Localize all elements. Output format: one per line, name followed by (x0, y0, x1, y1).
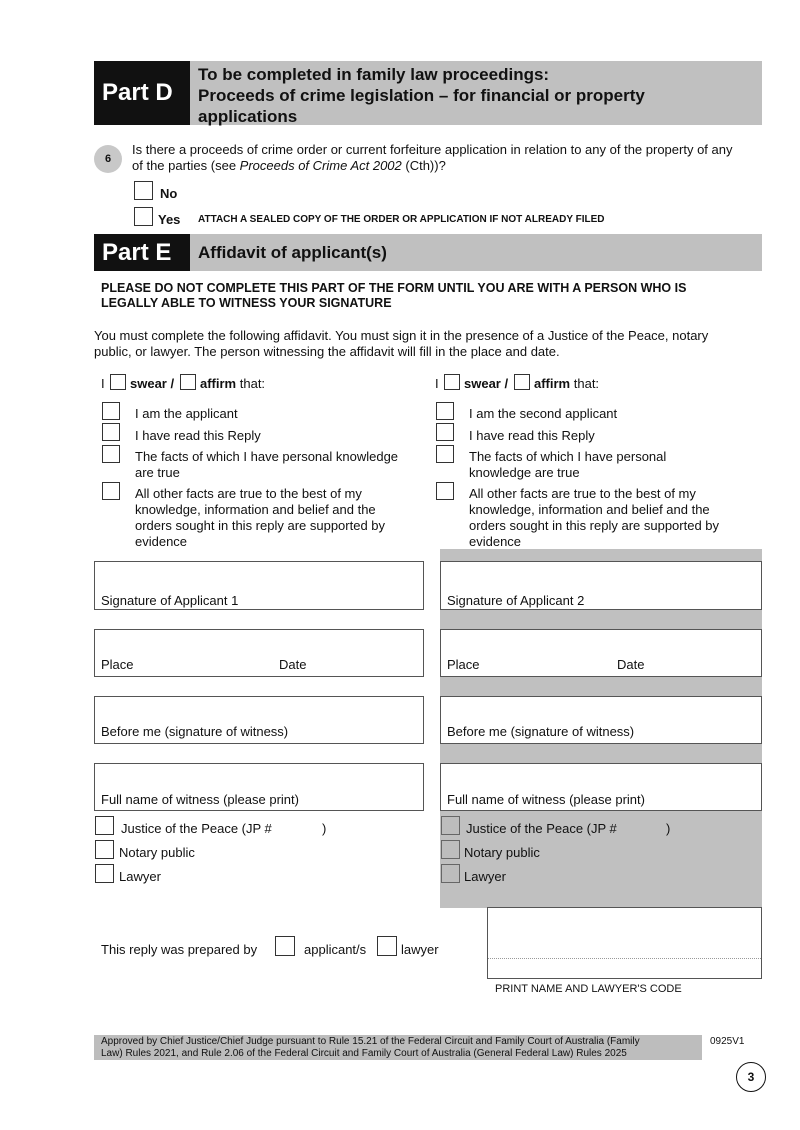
left-facts-line1: The facts of which I have personal knowledge (135, 449, 399, 464)
form-code: 0925V1 (710, 1036, 745, 1047)
prepared-lawyer-label: lawyer (401, 942, 439, 957)
right-notary-checkbox[interactable] (441, 840, 460, 859)
part-e-tag-text: Part E (102, 238, 172, 266)
left-witness-name-field[interactable] (94, 763, 424, 811)
right-jp-label: Justice of the Peace (JP # (466, 821, 617, 836)
part-e-title-bar (190, 234, 762, 271)
right-affirm-line (534, 376, 599, 392)
left-other-line3: orders sought in this reply are supported by (135, 518, 386, 533)
left-witness-signature-field[interactable] (94, 696, 424, 744)
right-statement-other-facts (469, 486, 719, 550)
question-number-badge (94, 145, 122, 173)
left-notary-checkbox[interactable] (95, 840, 114, 859)
act-name: Proceeds of Crime Act 2002 (239, 158, 402, 173)
approval-line2: Law) Rules 2021, and Rule 2.06 of the Federal Circuit and Family Court of Australia (General Federal Law) Rules 2025 (101, 1047, 627, 1059)
right-signature-field[interactable] (440, 561, 762, 610)
right-that-label: that: (573, 376, 600, 391)
part-d-title-line1: To be completed in family law proceedings: (198, 65, 550, 84)
left-place-date-field[interactable] (94, 629, 424, 677)
affidavit-intro (94, 328, 708, 360)
left-signature-label: Signature of Applicant 1 (101, 593, 239, 608)
left-witness-signature-label: Before me (signature of witness) (101, 724, 289, 739)
prepared-applicant-label: applicant/s (304, 942, 367, 957)
part-d-tag-text: Part D (102, 79, 173, 106)
question-line2-pre: of the parties (see (132, 158, 240, 173)
left-other-line4: evidence (135, 534, 188, 549)
right-other-line3: orders sought in this reply are supported by (469, 518, 720, 533)
left-swear-label: swear / (130, 376, 175, 391)
right-facts-line2: knowledge are true (469, 465, 580, 480)
warning-line1: PLEASE DO NOT COMPLETE THIS PART OF THE FORM UNTIL YOU ARE WITH A PERSON WHO IS (101, 281, 687, 295)
prepared-lawyer-checkbox[interactable] (377, 936, 397, 956)
page-number: 3 (747, 1070, 755, 1084)
no-label: No (160, 186, 178, 201)
warning-line2: LEGALLY ABLE TO WITNESS YOUR SIGNATURE (101, 296, 392, 310)
right-facts-checkbox[interactable] (436, 445, 454, 463)
right-other-facts-checkbox[interactable] (436, 482, 454, 500)
part-e-title: Affidavit of applicant(s) (198, 243, 387, 262)
left-affirm-label: affirm (200, 376, 237, 391)
left-other-facts-checkbox[interactable] (102, 482, 120, 500)
right-affirm-label: affirm (534, 376, 571, 391)
right-affirm-checkbox[interactable] (514, 374, 530, 390)
left-place-label: Place (101, 657, 134, 672)
intro-line2: public, or lawyer. The person witnessing the affidavit will fill in the place and date. (94, 344, 560, 359)
right-statement-facts (469, 449, 666, 481)
left-other-line1: All other facts are true to the best of my (135, 486, 362, 501)
right-lawyer-checkbox[interactable] (441, 864, 460, 883)
right-applicant-checkbox[interactable] (436, 402, 454, 420)
witness-warning (101, 281, 686, 311)
question-line2 (132, 158, 762, 174)
intro-line1: You must complete the following affidavit. You must sign it in the presence of a Justice of the Peace, notary (94, 328, 709, 343)
right-other-line1: All other facts are true to the best of my (469, 486, 696, 501)
left-statement-facts (135, 449, 398, 481)
right-date-label: Date (617, 657, 645, 672)
right-read-checkbox[interactable] (436, 423, 454, 441)
right-jp-close: ) (666, 821, 671, 836)
left-jp-close: ) (322, 821, 327, 836)
yes-checkbox[interactable] (134, 207, 153, 226)
right-lawyer-label: Lawyer (464, 869, 506, 884)
left-affirm-checkbox[interactable] (180, 374, 196, 390)
right-witness-signature-field[interactable] (440, 696, 762, 744)
part-d-title-line3: applications (198, 107, 298, 126)
part-d-tag (94, 61, 190, 125)
right-signature-label: Signature of Applicant 2 (447, 593, 585, 608)
question-line1: Is there a proceeds of crime order or current forfeiture application in relation to any of the property of any (132, 142, 733, 157)
left-swear-checkbox[interactable] (110, 374, 126, 390)
left-facts-line2: are true (135, 465, 180, 480)
prepared-by-label: This reply was prepared by (101, 942, 258, 957)
question-number: 6 (104, 153, 112, 165)
left-statement-applicant: I am the applicant (135, 406, 238, 421)
right-place-date-field[interactable] (440, 629, 762, 677)
page-number-badge (736, 1062, 766, 1092)
left-other-line2: knowledge, information and belief and the (135, 502, 376, 517)
right-facts-line1: The facts of which I have personal (469, 449, 667, 464)
left-statement-read: I have read this Reply (135, 428, 261, 443)
question-text (132, 142, 762, 174)
approval-line1: Approved by Chief Justice/Chief Judge pursuant to Rule 15.21 of the Federal Circuit and Family Court of Australia (Family (101, 1036, 640, 1047)
part-d-title-line2: Proceeds of crime legislation – for financial or property (198, 86, 645, 105)
print-name-label: PRINT NAME AND LAWYER'S CODE (495, 983, 682, 995)
left-affirm-line (200, 376, 265, 392)
right-statement-applicant: I am the second applicant (469, 406, 618, 421)
left-signature-field[interactable] (94, 561, 424, 610)
right-oath-i: I (435, 376, 439, 391)
print-name-field[interactable] (487, 907, 762, 979)
right-swear-checkbox[interactable] (444, 374, 460, 390)
left-lawyer-label: Lawyer (119, 869, 161, 884)
left-date-label: Date (279, 657, 307, 672)
left-facts-checkbox[interactable] (102, 445, 120, 463)
question-line2-post: (Cth))? (401, 158, 446, 173)
yes-label: Yes (158, 212, 181, 227)
approval-notice (94, 1035, 702, 1060)
left-jp-label: Justice of the Peace (JP # (121, 821, 272, 836)
left-applicant-checkbox[interactable] (102, 402, 120, 420)
left-read-checkbox[interactable] (102, 423, 120, 441)
left-witness-name-label: Full name of witness (please print) (101, 792, 299, 807)
left-jp-checkbox[interactable] (95, 816, 114, 835)
left-lawyer-checkbox[interactable] (95, 864, 114, 883)
prepared-applicant-checkbox[interactable] (275, 936, 295, 956)
part-e-tag (94, 234, 190, 271)
right-witness-name-label: Full name of witness (please print) (447, 792, 645, 807)
left-statement-other-facts (135, 486, 385, 550)
right-swear-label: swear / (464, 376, 509, 391)
print-name-divider (488, 958, 761, 959)
right-other-line2: knowledge, information and belief and the (469, 502, 710, 517)
right-witness-signature-label: Before me (signature of witness) (447, 724, 635, 739)
right-jp-checkbox[interactable] (441, 816, 460, 835)
no-checkbox[interactable] (134, 181, 153, 200)
yes-note: ATTACH A SEALED COPY OF THE ORDER OR APPLICATION IF NOT ALREADY FILED (198, 214, 605, 225)
left-notary-label: Notary public (119, 845, 195, 860)
right-witness-name-field[interactable] (440, 763, 762, 811)
left-oath-i: I (101, 376, 105, 391)
right-statement-read: I have read this Reply (469, 428, 595, 443)
right-place-label: Place (447, 657, 480, 672)
left-that-label: that: (239, 376, 266, 391)
right-notary-label: Notary public (464, 845, 540, 860)
part-d-title-bar (190, 61, 762, 125)
right-other-line4: evidence (469, 534, 522, 549)
